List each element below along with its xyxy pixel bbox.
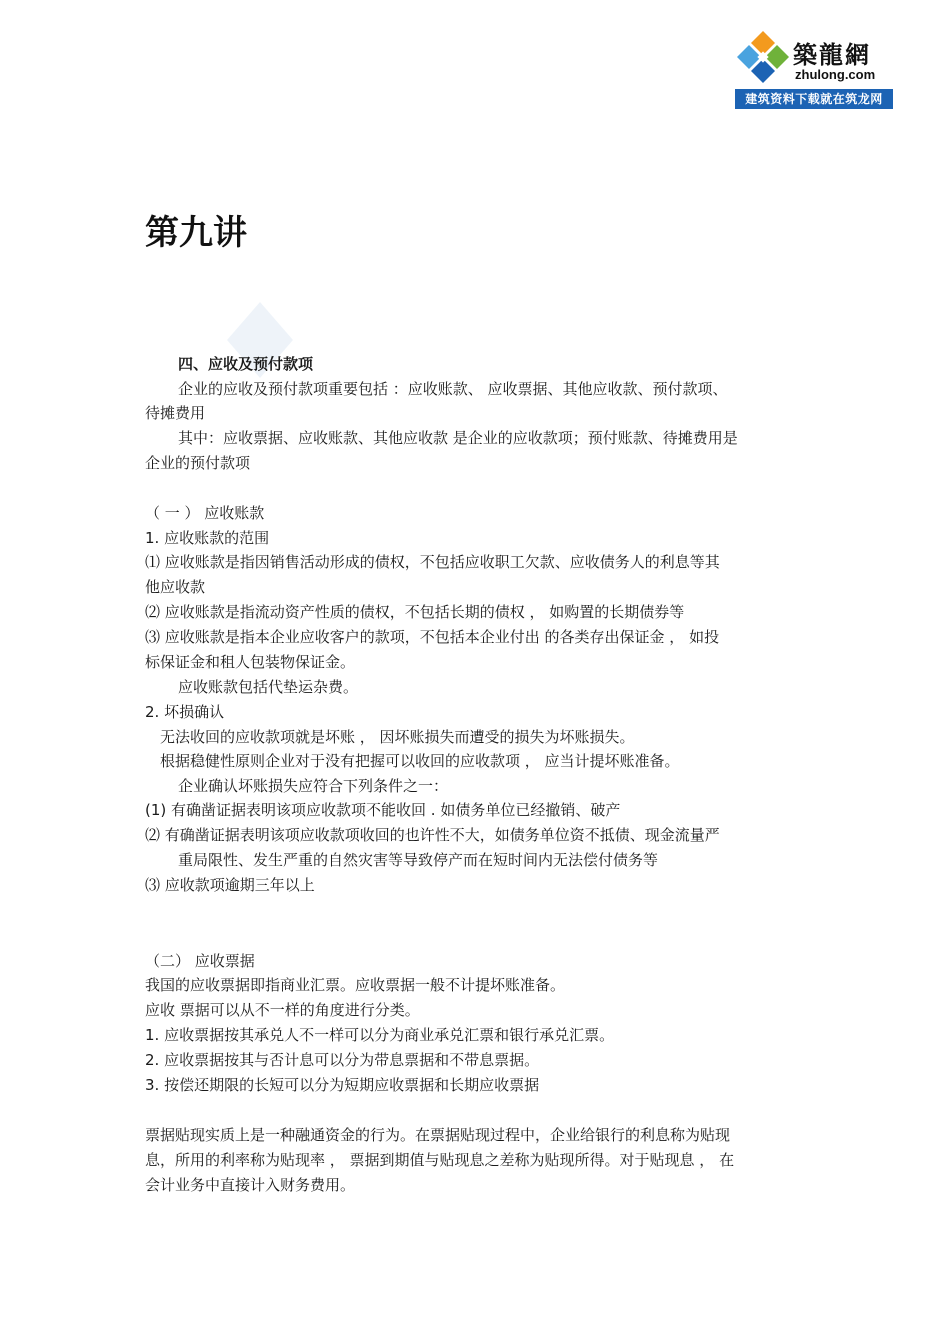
paragraph-line: 息，所用的利率称为贴现率 ， 票据到期值与贴现息之差称为贴现所得。对于贴现息 ， 在 [145,1151,735,1169]
page-title: 第九讲 [145,213,247,253]
paragraph-line: 无法收回的应收款项就是坏账 ， 因坏账损失而遭受的损失为坏账损失。 [160,728,635,746]
subsection-heading: （ 一 ） 应收账款 [145,504,265,522]
paragraph-line: 应收 票据可以从不一样的角度进行分类。 [145,1001,420,1019]
paragraph-line: 会计业务中直接计入财务费用。 [145,1176,356,1194]
section-heading: 四、应收及预付款项 [178,355,314,373]
paragraph-line: 应收账款包括代垫运杂费。 [178,678,359,696]
list-heading: 1. 应收账款的范围 [145,529,270,547]
list-item: (1) 有确凿证据表明该项应收款项不能收回 . 如债务单位已经撤销、破产 [145,801,621,819]
zhulong-logo-mark-icon [735,29,791,85]
paragraph-line: 票据贴现实质上是一种融通资金的行为。在票据贴现过程中，企业给银行的利息称为贴现 [145,1126,731,1144]
list-item: ⑴ 应收账款是指因销售活动形成的债权，不包括应收职工欠款、应收债务人的利息等其 [145,553,720,571]
list-item: 标保证金和租人包装物保证金。 [145,653,356,671]
list-heading: 2. 坏损确认 [145,703,225,721]
logo-tagline: 建筑资料下载就在筑龙网 [735,89,893,109]
list-item: ⑶ 应收账款是指本企业应收客户的款项，不包括本企业付出 的各类存出保证金 ， 如投 [145,628,720,646]
list-item: ⑵ 有确凿证据表明该项应收款项收回的也许性不大，如债务单位资不抵债、现金流量严 [145,826,720,844]
paragraph-line: 根据稳健性原则企业对于没有把握可以收回的应收款项 ， 应当计提坏账准备。 [160,752,680,770]
list-item: 1. 应收票据按其承兑人不一样可以分为商业承兑汇票和银行承兑汇票。 [145,1026,615,1044]
paragraph-line: 待摊费用 [145,404,206,422]
paragraph-line: 企业的预付款项 [145,454,251,472]
paragraph-line: 其中：应收票据、应收账款、其他应收款 是企业的应收款项；预付账款、待摊费用是 [178,429,738,447]
zhulong-logo [735,29,893,109]
list-item: 重局限性、发生严重的自然灾害等导致停产而在短时间内无法偿付债务等 [178,851,659,869]
logo-domain: zhulong.com [795,67,876,82]
list-item: 他应收款 [145,578,206,596]
list-item: 3. 按偿还期限的长短可以分为短期应收票据和长期应收票据 [145,1076,540,1094]
logo-chinese-name: 築龍網 [793,40,871,69]
paragraph-line: 企业确认坏账损失应符合下列条件之一： [178,777,449,795]
list-item: 2. 应收票据按其与否计息可以分为带息票据和不带息票据。 [145,1051,540,1069]
list-item: ⑶ 应收款项逾期三年以上 [145,876,315,894]
paragraph-line: 企业的应收及预付款项重要包括 ：应收账款、 应收票据、其他应收款、预付款项、 [178,380,728,398]
subsection-heading: （二） 应收票据 [145,952,255,970]
paragraph-line: 我国的应收票据即指商业汇票。应收票据一般不计提坏账准备。 [145,976,566,994]
list-item: ⑵ 应收账款是指流动资产性质的债权，不包括长期的债权 ， 如购置的长期债券等 [145,603,685,621]
